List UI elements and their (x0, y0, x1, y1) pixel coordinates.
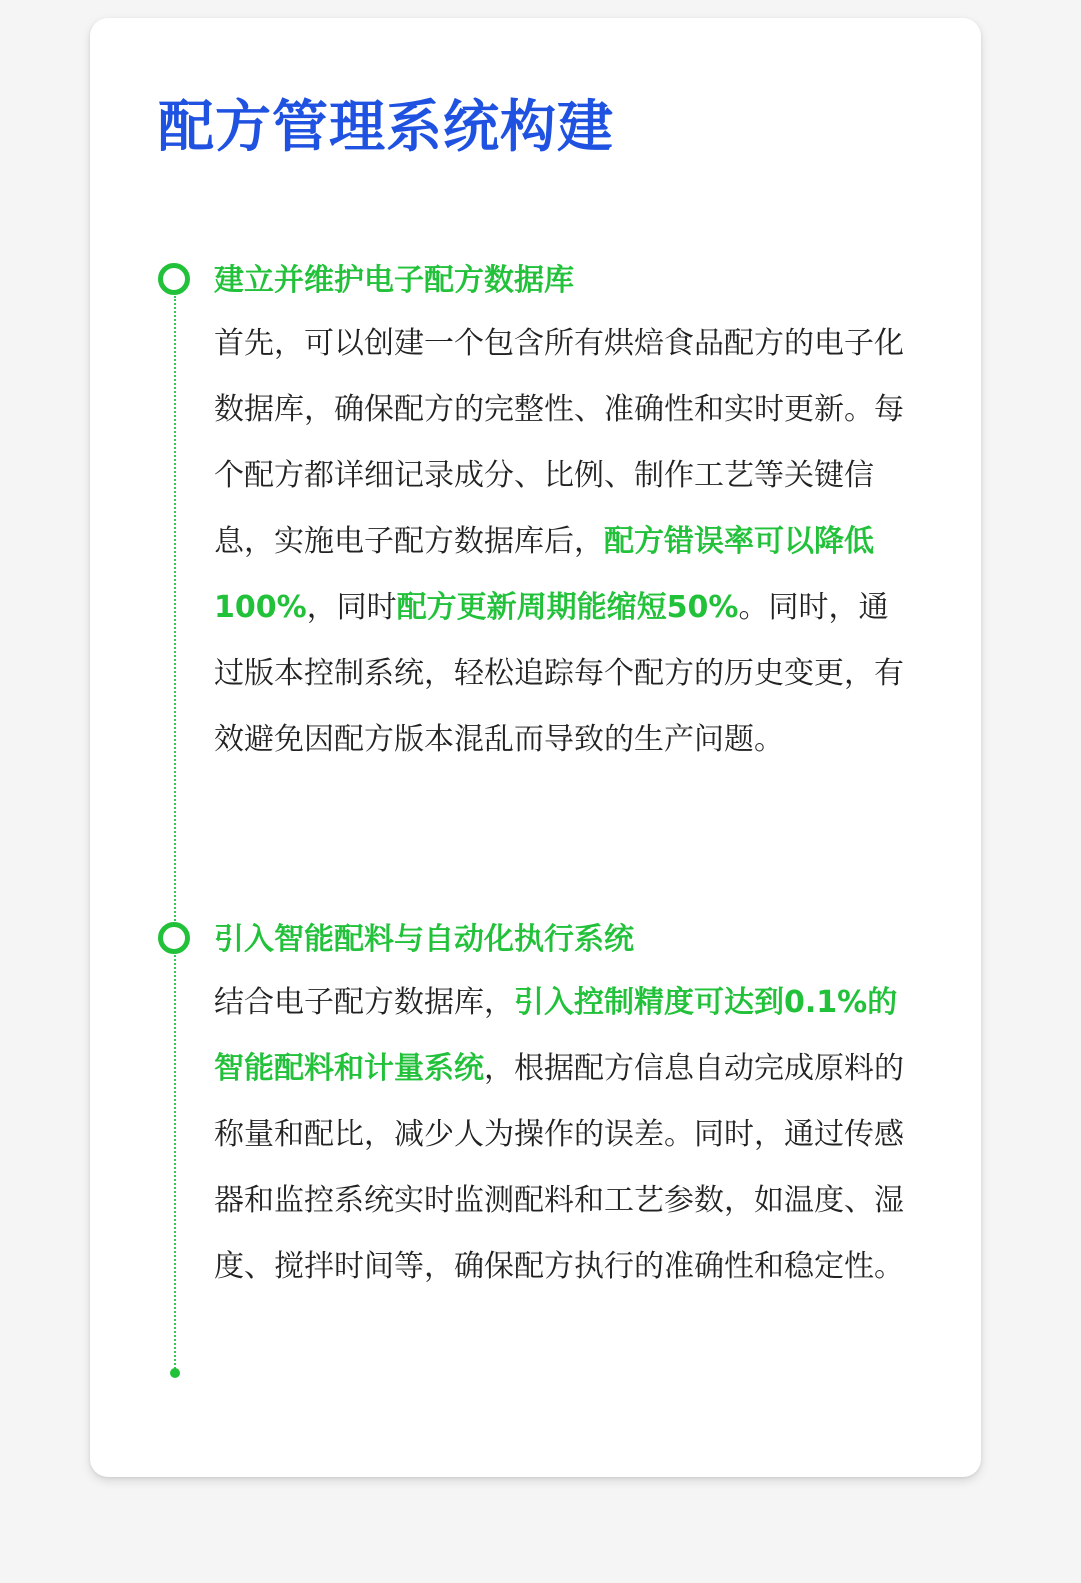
timeline-marker-icon (158, 922, 190, 954)
paragraph-text: 结合电子配方数据库， (214, 985, 514, 1020)
timeline-end-dot (170, 1368, 180, 1378)
paragraph-text: ，同时 (306, 590, 397, 625)
paragraph-text: ，根据配方信息自动完成原料的称量和配比，减少人为操作的误差。同时，通过传感器和监控系统实时监测配料和工艺参数，如温度、湿度、搅拌时间等，确保配方执行的准确性和稳定性。 (214, 1051, 904, 1284)
highlight-text: 引入控制精度可达到0.1%的智能配料和计量系统 (214, 985, 898, 1086)
highlight-text: 配方更新周期能缩短50% (396, 590, 739, 625)
timeline-marker-icon (158, 263, 190, 295)
section-heading: 建立并维护电子配方数据库 (214, 263, 574, 298)
section-paragraph (214, 970, 914, 1300)
content-card (90, 18, 981, 1477)
timeline-line (174, 296, 176, 1376)
section-paragraph (214, 311, 914, 773)
paragraph-text: 首先，可以创建一个包含所有烘焙食品配方的电子化数据库，确保配方的完整性、准确性和实时更新。每个配方都详细记录成分、比例、制作工艺等关键信息，实施电子配方数据库后， (214, 326, 904, 559)
section-heading: 引入智能配料与自动化执行系统 (214, 922, 634, 957)
paragraph-text: 。同时，通过版本控制系统，轻松追踪每个配方的历史变更，有效避免因配方版本混乱而导致的生产问题。 (214, 590, 904, 757)
page-title: 配方管理系统构建 (158, 95, 614, 160)
highlight-text: 配方错误率可以降低100% (214, 524, 874, 625)
